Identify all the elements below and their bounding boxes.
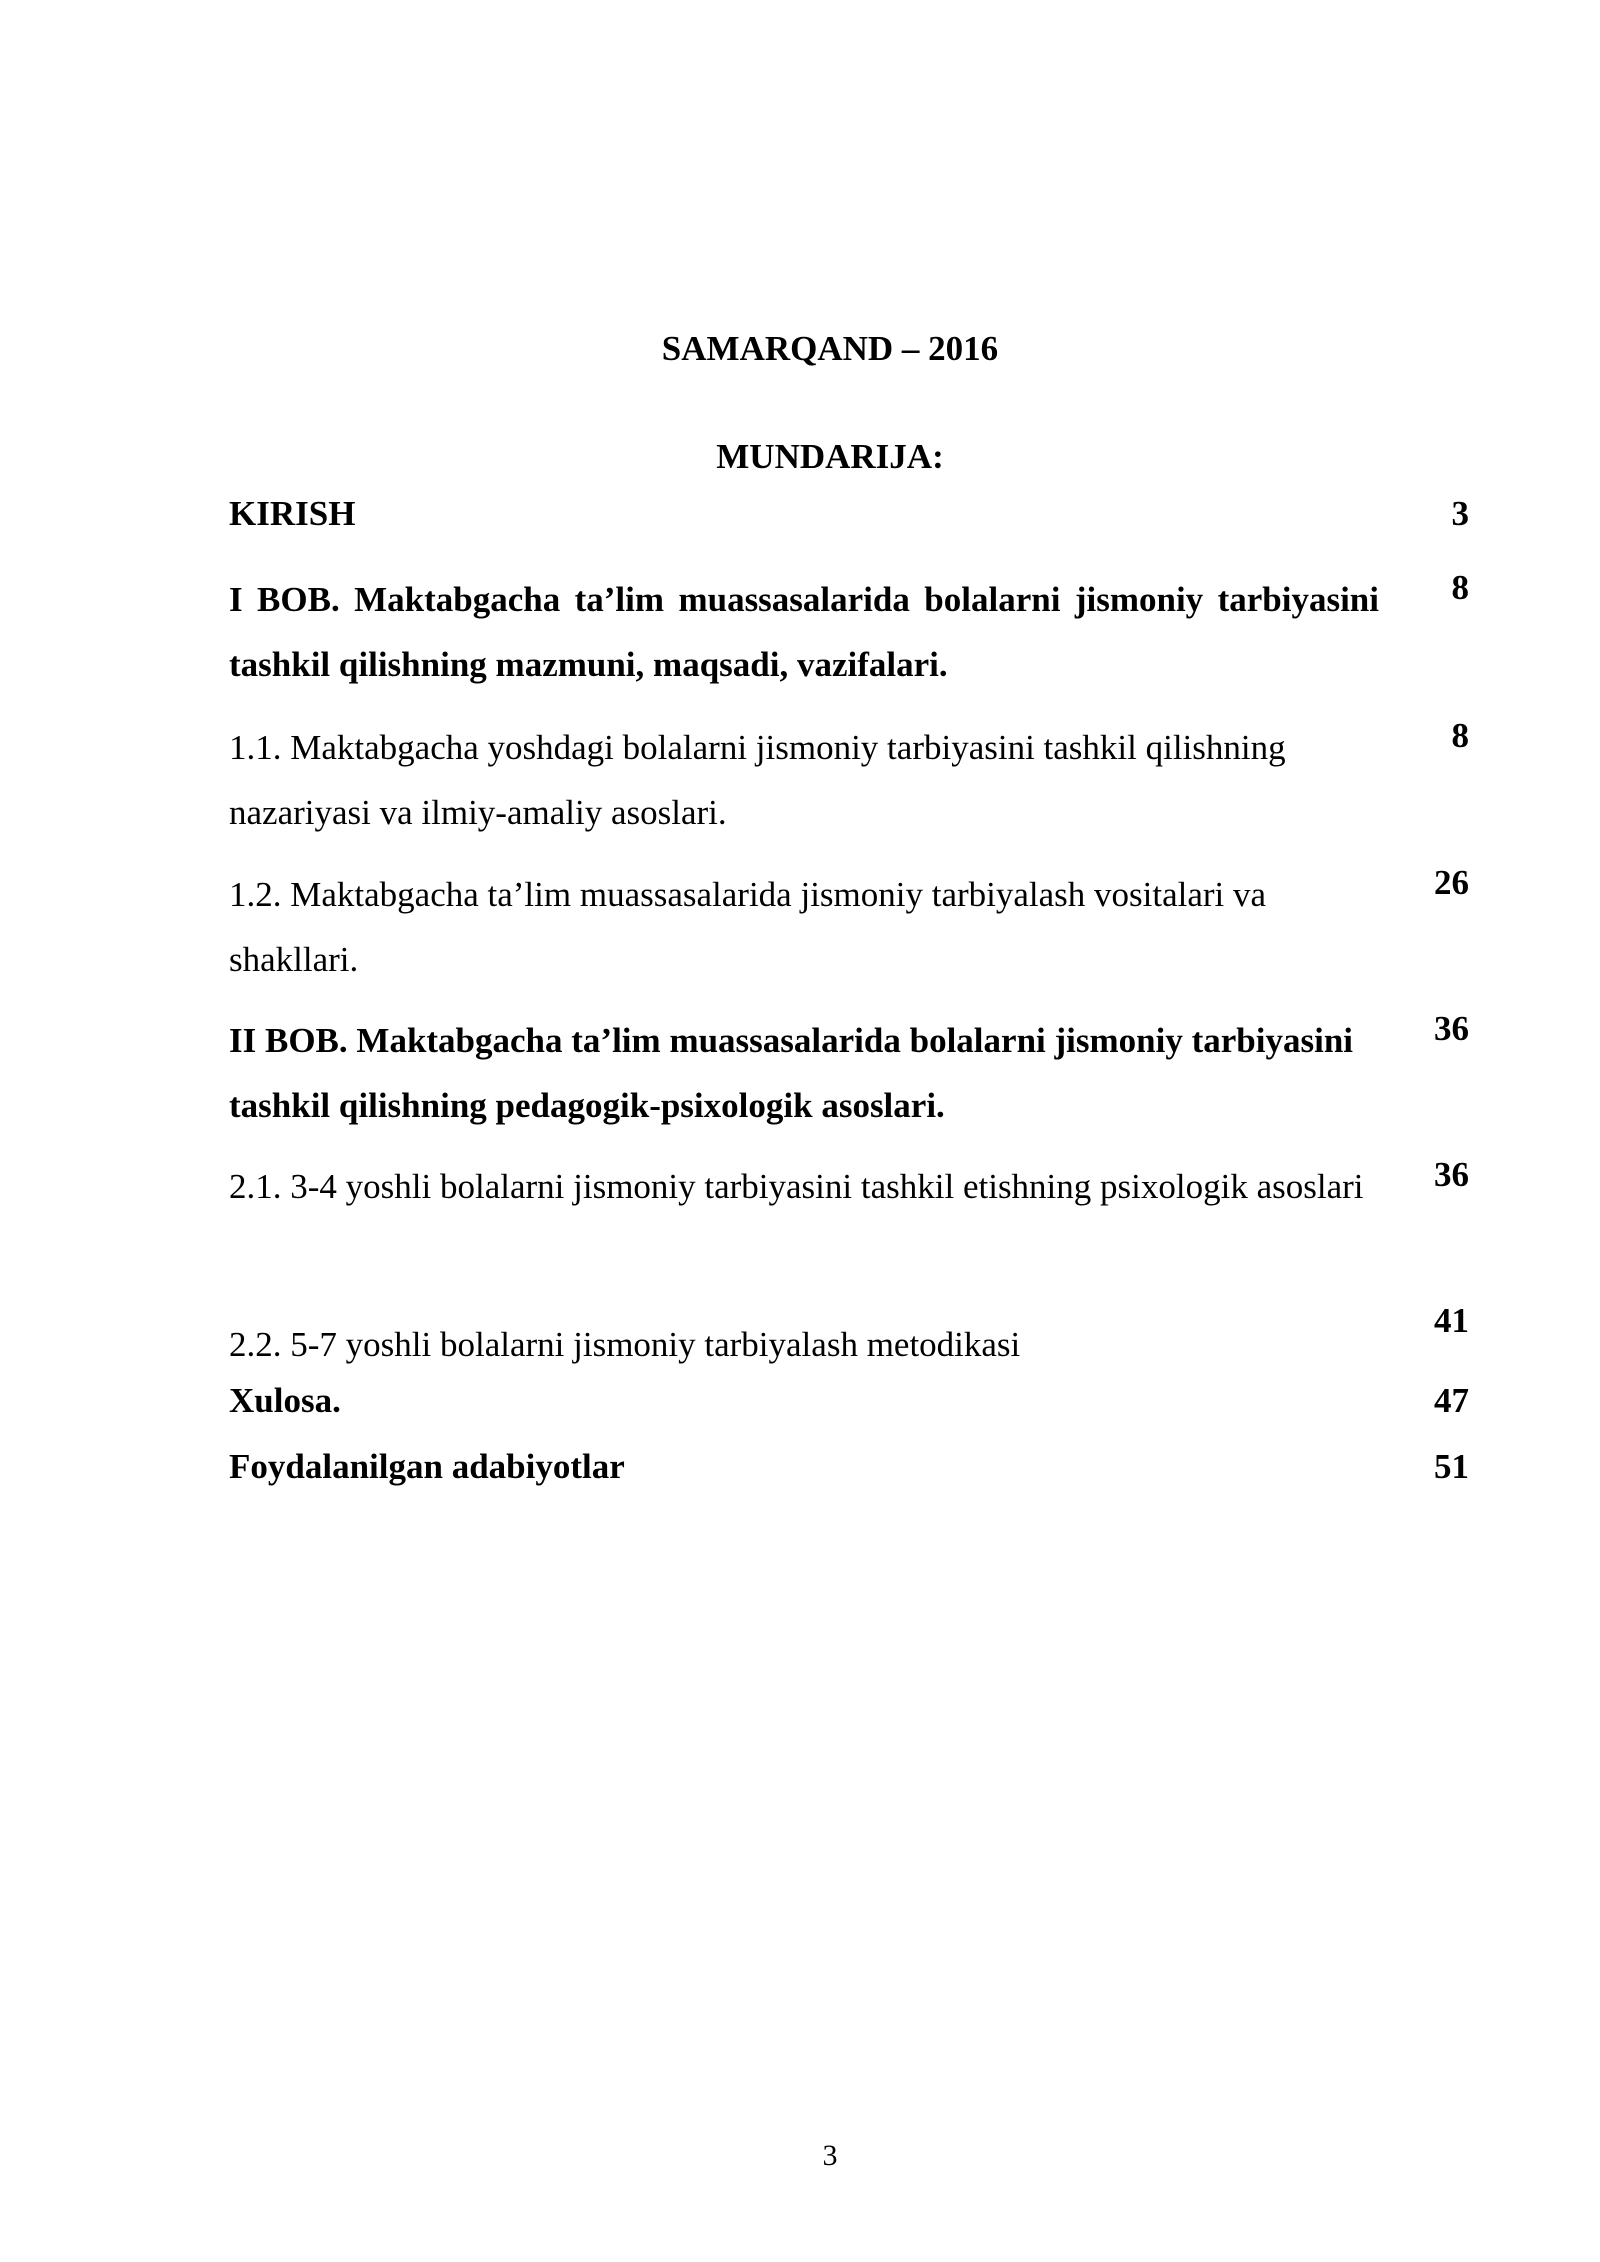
toc-entry-page: 51 — [1434, 1447, 1469, 1486]
toc-entry-text: Xulosa. — [229, 1381, 341, 1420]
toc-entry-text: Foydalanilgan adabiyotlar — [229, 1447, 625, 1486]
toc-entry-page: 36 — [1434, 1009, 1469, 1048]
toc-entry-page: 36 — [1434, 1155, 1469, 1194]
toc-entry-page: 8 — [1451, 716, 1469, 755]
toc-entry-page: 47 — [1434, 1381, 1469, 1420]
toc-title: MUNDARIJA: — [716, 437, 944, 476]
toc-entry-text: 2.1. 3-4 yoshli bolalarni jismoniy tarbiyasini tashkil etishning psixologik asoslari — [229, 1167, 1364, 1206]
toc-entry-page: 26 — [1434, 863, 1469, 902]
toc-entry-page: 8 — [1451, 568, 1469, 607]
toc-entry-text: 2.2. 5-7 yoshli bolalarni jismoniy tarbiyalash metodikasi — [229, 1325, 1021, 1364]
toc-entry-text: KIRISH — [229, 494, 356, 533]
toc-entry-text: II BOB. Maktabgacha ta’lim muassasalarida bolalarni jismoniy tarbiyasini tashkil qilishning pedagogik-psixologik asoslari. — [229, 1021, 1354, 1125]
city-year-heading: SAMARQAND – 2016 — [661, 329, 999, 368]
toc-entry-text: 1.2. Maktabgacha ta’lim muassasalarida jismoniy tarbiyalash vositalari va shakllari. — [229, 875, 1267, 979]
toc-entry-text: 1.1. Maktabgacha yoshdagi bolalarni jismoniy tarbiyasini tashkil qilishning nazariyasi va ilmiy-amaliy asoslari. — [229, 728, 1286, 832]
page-number: 3 — [822, 2139, 838, 2172]
toc-entry-text: I BOB. Maktabgacha ta’lim muassasalarida bolalarni jismoniy tarbiyasini tashkil qilishning mazmuni, maqsadi, vazifalari. — [229, 580, 1379, 684]
toc-entry-page: 3 — [1451, 494, 1469, 533]
toc-entry-page: 41 — [1434, 1301, 1469, 1340]
